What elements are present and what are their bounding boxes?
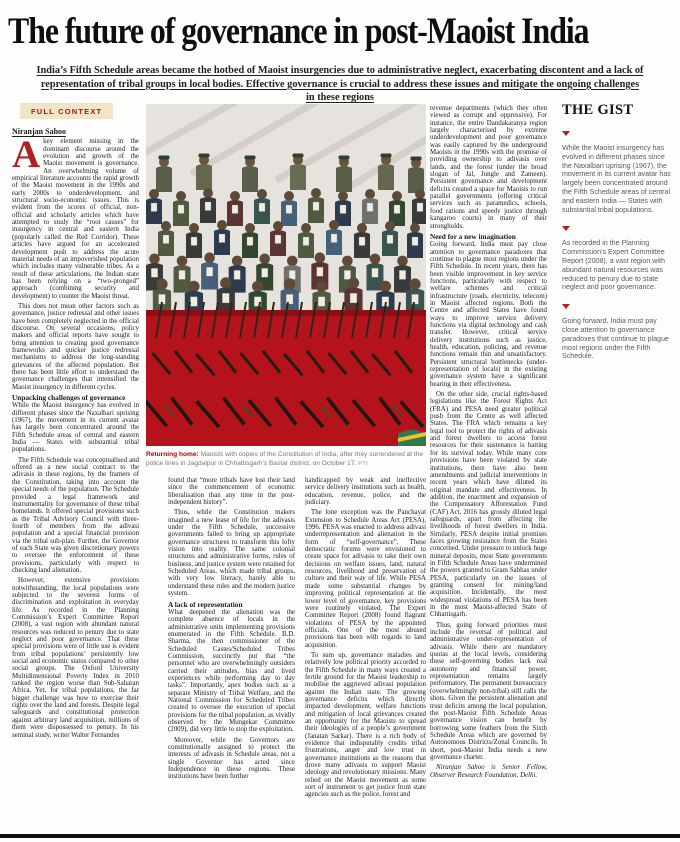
- article-column-4: [430, 105, 547, 834]
- page-bottom-rule: [0, 834, 680, 838]
- section-heading: Unpacking challenges of governance: [12, 393, 126, 403]
- gist-item: [562, 304, 672, 361]
- the-gist-sidebar: [562, 102, 672, 361]
- article-photo: [146, 104, 426, 446]
- paragraph: [12, 133, 139, 300]
- drop-cap: A: [12, 133, 41, 177]
- paragraph: On the other side, crucial rights-based legislations like the Forest Rights Act (FRA) and PESA need greater political push from the Centre as well affected States. The FRA which remains a key legal tool to protect the rights of adivasis and forest dwellers to access forest resources for their sustenance is batting for its survival today. While many core provisions have been violated by state institutions, there have also been amendments and judicial interventions in recent years which have diluted its original mandate and effectiveness. In addition, the enactment and expansion of the Compensatory Afforestation Fund (CAF) Act, 2016 has grossly diluted legal safeguards, apart from affecting the livelihoods of forest dwellers in India. Similarly, PESA despite initial promises faces growing resistance from the States concerned. Under pressure to unlock huge mineral deposits, most State governments in Fifth Schedule Areas have undermined the powers granted to Gram Sabhas under PESA, particularly on the issues of granting consent for mining/land acquisition. Incidentally, the most widespread violations of PESA has been in the most Maoist-affected State of Chhattisgarh.: [430, 391, 547, 619]
- paragraph: The Fifth Schedule was conceptualised and offered as a new social contract to the adivasis in these regions, by the framers of the Constitution, taking into account the special needs of the population. The Schedule provided a legal framework and instrumentality for governance of these tribal homelands. It offered special provisions such as the Tribal Advisory Council with three-fourth of members from the adivasi population and a special financial provision via the tribal sub-plan. Further, the Governor of each State was given discretionary powers to oversee the enforcement of these provisions, particularly with respect to checking land alienation.: [12, 456, 139, 574]
- gist-item: [562, 131, 672, 214]
- section-heading: Need for a new imagination: [430, 231, 516, 241]
- down-triangle-icon: [562, 226, 570, 231]
- paragraph: handicapped by weak and ineffective service delivery institutions such as health, education, revenue, police, and the judiciary.: [305, 477, 426, 507]
- gist-title: THE GIST: [562, 102, 634, 118]
- paragraph: While the Maoist insurgency has evolved in different phases since the Naxalbari uprising (1967), the movement in its current avatar has largely been concentrated around the Fifth Schedule areas of central and eastern India — States with substantial tribal populations.: [12, 402, 139, 454]
- paragraph: found that “more tribals have lost their land since the commencement of economic liberalisation than any time in the post-independent history”.: [168, 477, 295, 507]
- paragraph: What deepened the alienation was the complete absence of locals in the administrative units implementing provisions enumerated in the Fifth Schedule. B.D. Sharma, the then commissioner of the Scheduled Castes/Scheduled Tribes Commission, succinctly put that “the personnel who are overwhelmingly outsiders carried their attitudes, bias and lived experiences while performing day to day tasks”. Importantly, apex bodies such as a separate Ministry of Tribal Welfare, and the National Commission for Scheduled Tribes created to oversee the execution of special provisions for the tribal population, as vividly observed by the Mungekar Committee (2009), did very little to stop the exploitation.: [168, 608, 295, 734]
- paragraph: However, extensive provisions notwithstanding, the local populations were subjected to the severest forms of discrimination and exploitation in everyday life. As recorded in the Planning Commission’s Expert Committee Report (2008), a vast region with abundant natural resources was reduced to penury due to state neglect and poor governance. That these special provisions were of little use is evident from tribal populations’ persistently low social and economic status compared to other social groups. The Oxford University Multidimensional Poverty Index in 2010 ranked the region worse than Sub-Saharan Africa. Yet, for tribal populations, the far bigger challenge was how to exercise their rights over the land and forests. Despite legal safeguards and constitutional protection against arbitrary land acquisition, millions of them were dispossessed to penury. In his seminal study, writer Walter Fernandes: [12, 577, 139, 739]
- paragraph: Thus, going forward priorities must include the reversal of political and administrative under-representation of adivasis. While there are mandatory quotas at the local levels, considering these self-governing bodies lack real autonomy and financial power, representation remains largely performatory. The permanent bureaucracy (overwhelmingly non-tribal) still calls the shots. Given the persistent alienation and trust deficits among the local population, the post-Maoist Fifth Schedule Areas governance vision can benefit by borrowing some feathers from the Sixth Schedule Areas which are governed by Autonomous Districts/Zonal Councils. In short, post-Maoist India needs a new governance charter.: [430, 621, 547, 761]
- caption-lead: Returning home:: [146, 451, 199, 458]
- paragraph: Moreover, while the Governors are constitutionally assigned to protect the interests of adivasis in Schedule areas, not a single Governor has acted since Independence in these regions. These institutions have been further: [168, 736, 295, 781]
- author-byline[interactable]: Niranjan Sahoo: [12, 128, 67, 136]
- paragraph: Thus, while the Constitution makers imagined a new lease of life for the adivasis under the Fifth Schedule, successive governments failed to bring up appropriate governance structures to transform this lofty vision into reality. The same colonial structures and administrative forms, rules of business, and justice system were retained for Scheduled Areas, which made tribal groups, with very low literacy, barely able to understand these rules and the modern justice system.: [168, 509, 295, 598]
- gist-item-text: Going forward, India must pay close attention to governance paradoxes that continue to plague most regions under the Fifth Schedule.: [562, 317, 669, 361]
- author-credit: Niranjan Sahoo is Senior Fellow, Observer Research Foundation, Delhi.: [430, 764, 547, 779]
- paragraph: revenue departments (which they often viewed as corrupt and oppressive). For instance, the entire Dandakaranya region largely characterised by extreme underdevelopment and poor governance was easily captured by the underground Maoists in the 1990s with the promise of providing ownership to adivasis over lands, and the forest (under the broad slogan of Jal, Jungle and Zameen). Persistent governance and development deficits created a space for Maoists to run parallel governments (offering critical services such as paramedics, schools, food rations and speedy justice through kangaroo courts) in many of their strongholds.: [430, 105, 547, 230]
- paragraph: The lone exception was the Panchayat Extension to Schedule Areas Act (PESA), 1996. PESA was enacted to address adivasi underrepresentation and alienation in the form of “self-governance”. These democratic forums were envisioned to create space for adivasis to take their own decisions on welfare issues, land, natural resources, livelihood and preservation of culture and their way of life. While PESA made some substantial changes by improving political representation at the lower level of governance, key provisions were routinely violated. The Expert Committee Report (2008) found flagrant violations of PESA by the appointed officials. One of the most abused provisions has been with regards to land acquisition.: [305, 509, 426, 649]
- full-context-badge: FULL CONTEXT: [20, 103, 113, 119]
- down-triangle-icon: [562, 131, 570, 136]
- paragraph: This does not mean other factors such as governance, justice redressal and other issues have been completely neglected in the official discourse. On several occasions, policy makers and official reports have sought to bring attention to creating good governance frameworks and quicker justice redressal mechanisms to address the long-standing grievances of the affected population. But there has been little effort to understand the governance challenges that intensified the Maoist insurgency in different cycles.: [12, 302, 139, 391]
- article-column-1: [12, 128, 139, 834]
- photo-caption: [146, 450, 426, 469]
- page-title: The future of governance in post-Maoist India: [8, 11, 589, 52]
- down-triangle-icon: [562, 304, 570, 309]
- article-column-2: [168, 477, 295, 834]
- section-heading: A lack of representation: [168, 599, 243, 609]
- gist-item: [562, 226, 672, 292]
- paragraph: Going forward, India must pay close attention to governance paradoxes that continue to plague most regions under the Fifth Schedule. In recent years, there has been visible improvement in key service functions, particularly with respect to welfare schemes and critical infrastructure (roads, electricity, telecom) in Maoist affected regions. Both the Centre and affected States have found ways to improve service delivery functions via digital technology and cash transfer. However, critical service delivery institutions such as justice, health, education, policing, and revenue functions remain thin and unsatisfactory. Persistent structural bottlenecks (under-representation of locals) in the existing governance system have a significant bearing in their effectiveness.: [430, 241, 547, 388]
- photo-illustration: [146, 104, 426, 446]
- article-column-3: [305, 477, 426, 834]
- paragraph: To sum up, governance maladies and relatively low political priority accorded to the Fifth Schedule in many ways created a fertile ground for the Maoist leadership to mobilise the aggrieved adivasi population against the Indian state. The growing governance deficits which directly impacted development, welfare functions and mitigation of local grievances created an opportunity for the Maoists to spread their ideologies of a people’s government (Janatan Sarkar). There is a rich body of evidence that indisputably credits tribal frustrations, anger and low trust in governance institutions as the reasons that drove many adivasis to support Maoist ideology and revolutionary missions. Many relied on the Maoist movement as some sort of instrument to get justice from state agencies such as the police, forest and: [305, 651, 426, 799]
- paragraph-text: key element missing in the dominant discourse around the evolution and growth of the Maoist movement is governance. An overwhelming volume of empirical literature accounts the rapid growth of the Maoist movement in the 1990s and early 2000s to underdevelopment, and structural socio-economic issues. This is evident from the scores of official, non-official and scholarly articles which have attempted to study the “root causes” for insurgency in central and eastern India (popularly called the Red Corridor). These articles have argued for an accelerated development push to address the acute material needs of an impoverished population which includes many vulnerable tribes. As a result of these articulations, the Indian state has been relying on a “two-pronged” approach (combining security and development) to counter the Maoist threat.: [12, 138, 139, 300]
- caption-text: Maoists with copies of the Constitution of India, after they surrendered at the police lines in Jagdalpur in Chhattisgarh’s Bastar district, on October 17.: [146, 451, 424, 467]
- gist-item-text: As recorded in the Planning Commission’s Expert Committee Report (2008), a vast region with abundant natural resources was reduced to penury due to state neglect and poor governance.: [562, 239, 665, 292]
- photo-credit: PTI: [358, 461, 369, 467]
- article-standfirst: India’s Fifth Schedule areas became the hotbed of Maoist insurgencies due to administrative neglect, exacerbating discontent and a lack of representation of tribal groups in local bodies. Effective governance is crucial to address these issues and mitigate the ongoing challenges in these regions: [36, 65, 644, 103]
- gist-item-text: While the Maoist insurgency has evolved in different phases since the Naxalbari uprising (1967), the movement in its current avatar has largely been concentrated around the Fifth Schedule areas of central and eastern India — States with substantial tribal populations.: [562, 144, 671, 214]
